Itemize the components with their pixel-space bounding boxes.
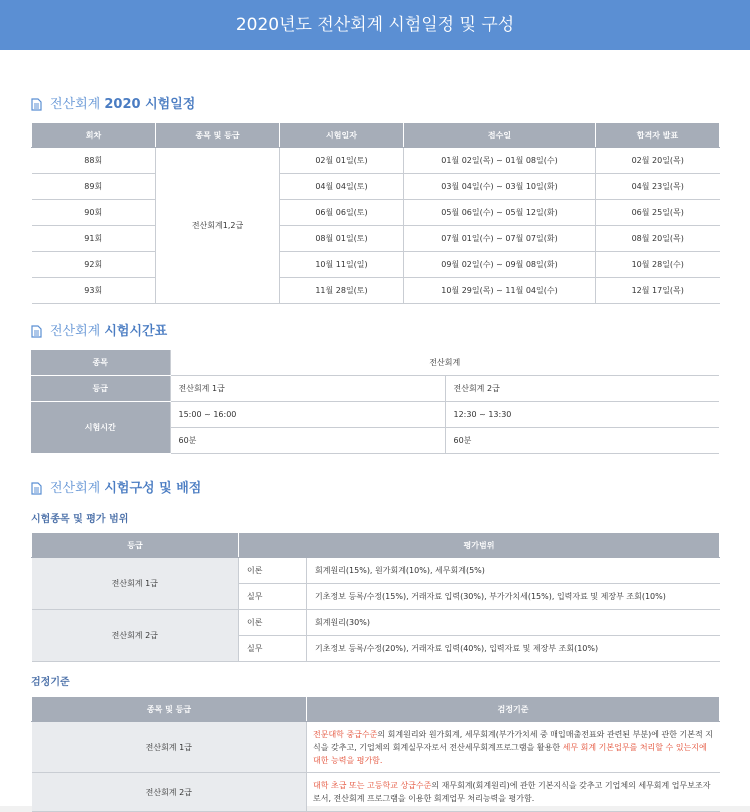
col-result: 합격자 발표 [596,123,720,148]
table-row: 실무 기초정보 등록/수정(15%), 거래자료 입력(30%), 부가가치세(15%), 입력자료 및 제장부 조회(10%) [32,584,720,610]
table-row: 시험시간 15:00 ~ 16:00 12:30 ~ 13:30 [31,402,719,428]
table-row: 전산회계 1급 이론 회계원리(15%), 원가회계(10%), 세무회계(5%) [32,558,720,584]
structure-section-title: 전산회계 시험구성 및 배점 [31,479,201,499]
schedule-section-title: 전산회계 2020 시험일정 [31,95,195,115]
page-header [0,0,750,50]
col-grade: 종목 및 등급 [156,123,280,148]
document-icon [31,325,42,338]
content [0,50,750,806]
criteria-subtitle: 검정기준 [31,677,70,688]
table-row: 90회 06월 06일(토) 05월 06일(수) ~ 05월 12일(화) 06월 25일(목) [32,200,720,226]
col-criteria: 검정기준 [307,697,720,722]
col-apply: 접수일 [404,123,596,148]
col-date: 시험일자 [280,123,404,148]
table-row: 전산회계 2급 대학 초급 또는 고등학교 상급수준의 재무회계(회계원리)에 관한 기본지식을 갖추고 기업체의 세무회계 업무보조자로서, 전산회계 프로그램을 이용한 회계업무 처리능력을 평가함. [32,773,720,812]
table-row: 93회 11월 28일(토) 10월 29일(목) ~ 11월 04일(수) 12월 17일(목) [32,278,720,304]
col-grade: 등급 [32,533,239,558]
structure-table [31,532,720,662]
timetable-table [31,350,719,454]
col-range: 평가범위 [239,533,720,558]
table-row: 89회 04월 04일(토) 03월 04일(수) ~ 03월 10일(화) 04월 23일(목) [32,174,720,200]
document-icon [31,482,42,495]
document-icon [31,98,42,111]
timetable-section-title: 전산회계 시험시간표 [31,322,167,342]
col-grade: 종목 및 등급 [32,697,307,722]
table-row: 실무 기초정보 등록/수정(20%), 거래자료 입력(40%), 입력자료 및 제장부 조회(10%) [32,636,720,662]
table-row: 91회 08월 01일(토) 07월 01일(수) ~ 07월 07일(화) 08월 20일(목) [32,226,720,252]
table-row: 종목 전산회계 [31,350,719,376]
grade-cell: 전산회계1,2급 [156,148,280,304]
table-row: 전산회계 1급 전문대학 중급수준의 회계원리와 원가회계, 세무회계(부가가치세 중 매입매출전표와 관련된 부분)에 관한 기본적 지식을 갖추고, 기업체의 회계실무자로서 전산세무회계프로그램을 활용한 세무 회계 기본업무를 처리할 수 있는지에 대한 능력을 평가함. [32,722,720,773]
table-row: 등급 전산회계 1급 전산회계 2급 [31,376,719,402]
col-round: 회차 [32,123,156,148]
structure-subtitle: 시험종목 및 평가 범위 [31,514,129,525]
schedule-table [31,122,720,304]
table-row: 전산회계 2급 이론 회계원리(30%) [32,610,720,636]
table-row: 92회 10월 11일(일) 09월 02일(수) ~ 09월 08일(화) 10월 28일(수) [32,252,720,278]
table-row: 60분 60분 [31,428,719,454]
criteria-table [31,696,720,812]
page-title: 2020년도 전산회계 시험일정 및 구성 [235,15,515,35]
table-row: 88회 전산회계1,2급 02월 01일(토) 01월 02일(목) ~ 01월 08일(수) 02월 20일(목) [32,148,720,174]
